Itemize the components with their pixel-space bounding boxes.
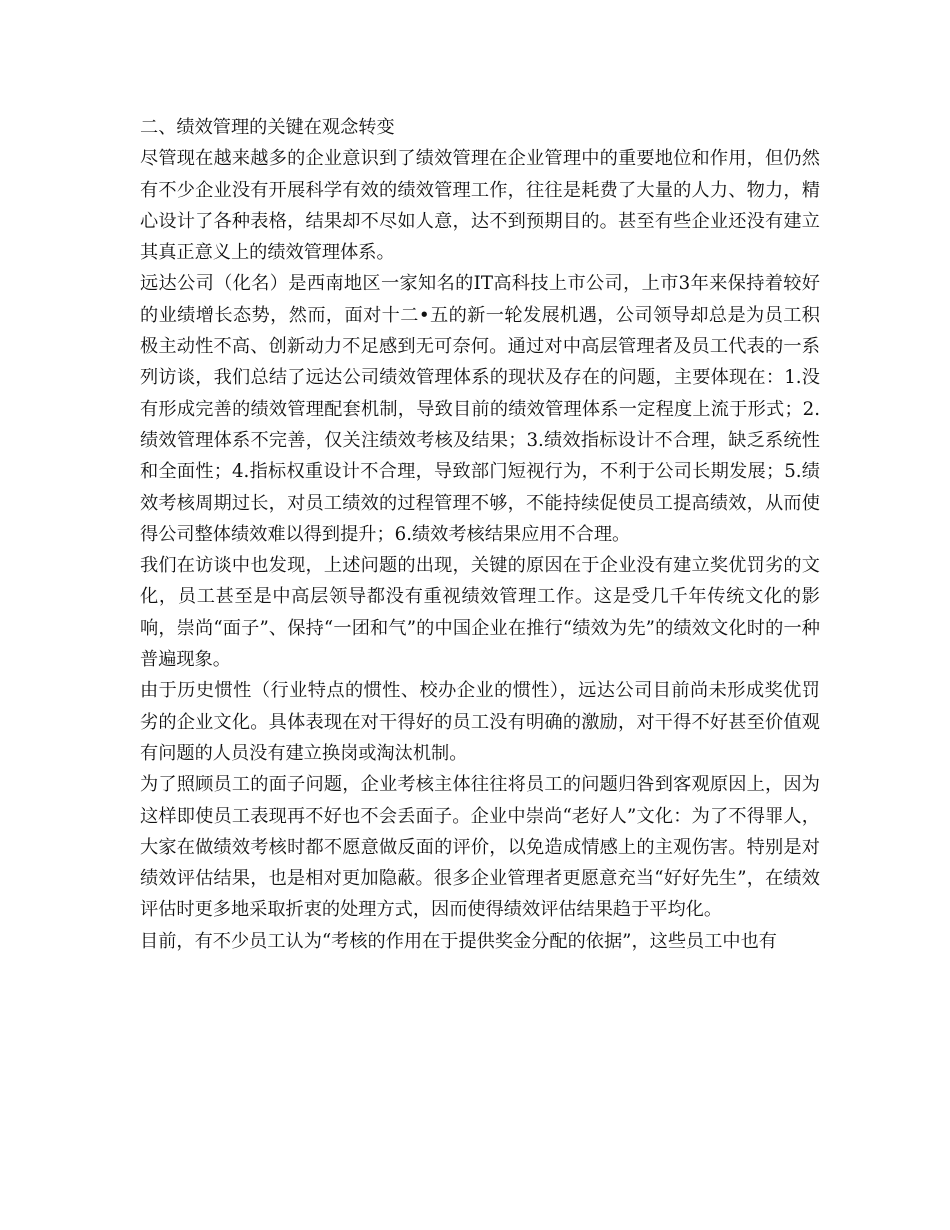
paragraph-6: 目前，有不少员工认为“考核的作用在于提供奖金分配的依据”，这些员工中也有: [140, 930, 777, 952]
paragraph-4: 由于历史惯性（行业特点的惯性、校办企业的惯性），远达公司目前尚未形成奖优罚劣的企业文化。具体表现在对干得好的员工没有明确的激励，对干得不好甚至价值观有问题的人员没有建立换岗或淘汰机制。: [140, 680, 820, 764]
section-heading: 二、绩效管理的关键在观念转变: [140, 117, 395, 138]
paragraph-1: 尽管现在越来越多的企业意识到了绩效管理在企业管理中的重要地位和作用，但仍然有不少企业没有开展科学有效的绩效管理工作，往往是耗费了大量的人力、物力，精心设计了各种表格，结果却不尽如人意，达不到预期目的。甚至有些企业还没有建立其真正意义上的绩效管理体系。: [140, 148, 820, 264]
paragraph-2: 远达公司（化名）是西南地区一家知名的IT高科技上市公司，上市3年来保持着较好的业绩增长态势，然而，面对十二•五的新一轮发展机遇，公司领导却总是为员工积极主动性不高、创新动力不足感到无可奈何。通过对中高层管理者及员工代表的一系列访谈，我们总结了远达公司绩效管理体系的现状及存在的问题，主要体现在：1.没有形成完善的绩效管理配套机制，导致目前的绩效管理体系一定程度上流于形式；2.绩效管理体系不完善，仅关注绩效考核及结果；3.绩效指标设计不合理，缺乏系统性和全面性；4.指标权重设计不合理，导致部门短视行为，不利于公司长期发展；5.绩效考核周期过长，对员工绩效的过程管理不够，不能持续促使员工提高绩效，从而使得公司整体绩效难以得到提升；6.绩效考核结果应用不合理。: [140, 273, 820, 545]
paragraph-3: 我们在访谈中也发现，上述问题的出现，关键的原因在于企业没有建立奖优罚劣的文化，员工甚至是中高层领导都没有重视绩效管理工作。这是受几千年传统文化的影响，崇尚“面子”、保持“一团和气”的中国企业在推行“绩效为先”的绩效文化时的一种普遍现象。: [140, 555, 820, 671]
paragraph-5: 为了照顾员工的面子问题，企业考核主体往往将员工的问题归咎到客观原因上，因为这样即使员工表现再不好也不会丢面子。企业中崇尚“老好人”文化：为了不得罪人，大家在做绩效考核时都不愿意做反面的评价，以免造成情感上的主观伤害。特别是对绩效评估结果，也是相对更加隐蔽。很多企业管理者更愿意充当“好好先生”，在绩效评估时更多地采取折衷的处理方式，因而使得绩效评估结果趋于平均化。: [140, 774, 820, 921]
